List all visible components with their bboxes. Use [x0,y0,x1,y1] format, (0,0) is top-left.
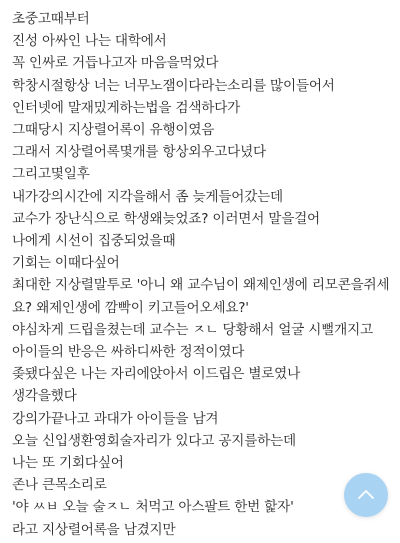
post-line: 진성 아싸인 나는 대학에서 [12,33,167,50]
post-line: 존나 큰목소리로 [12,477,107,494]
post-line: 초중고때부터 [12,11,90,27]
post-line: 꼭 인싸로 거듭나고자 마음을먹었다 [12,55,219,72]
post-line: 아이들의 반응은 싸하디싸한 정적이였다 [12,344,245,361]
post-line: 학창시절항상 너는 너무노잼이다라는소리를 많이들어서 [12,77,335,94]
post-line: 강의가끝나고 과대가 아이들을 남겨 [12,410,219,427]
post-line: 내가강의시간에 지각을해서 좀 늦게들어갔는데 [12,188,283,205]
post-line: 기회는 이때다싶어 [12,255,120,272]
post-line: 그때당시 지상렬어록이 유행이였음 [12,122,215,139]
post-line: '야 ㅆㅂ 오늘 술ㅈㄴ 처먹고 아스팔트 한번 핥자' [12,499,294,516]
post-line: 좆됐다싶은 나는 자리에앉아서 이드립은 별로였나 [12,366,301,383]
post-body [12,8,396,541]
post-line: 최대한 지상렬말투로 '아니 왜 교수님이 왜제인생에 리모콘을쥐세요? 왜제인생에 깜빡이 키고들어오세요?' [12,277,390,316]
post-line: 인터넷에 말재밌게하는법을 검색하다가 [12,99,241,116]
post-line: 오늘 신입생환영회술자리가 있다고 공지를하는데 [12,432,296,449]
post-line: 그리고몇일후 [12,166,90,183]
post-line: 생각을했다 [12,388,77,405]
post-line: 그래서 지상렬어록몇개를 항상외우고다녔다 [12,144,266,161]
post-line: 라고 지상렬어록을 남겼지만 [12,521,176,538]
post-line: 나는 또 기회다싶어 [12,455,124,472]
post-line: 나에게 시선이 집중되었을때 [12,233,176,250]
post-line: 야심차게 드립을쳤는데 교수는 ㅈㄴ 당황해서 얼굴 시뻘개지고 [12,321,373,338]
post-line: 교수가 장난식으로 학생왜늦었죠? 이러면서 말을걸어 [12,210,320,227]
scroll-to-top-button[interactable] [344,473,388,517]
chevron-up-icon [356,485,376,505]
